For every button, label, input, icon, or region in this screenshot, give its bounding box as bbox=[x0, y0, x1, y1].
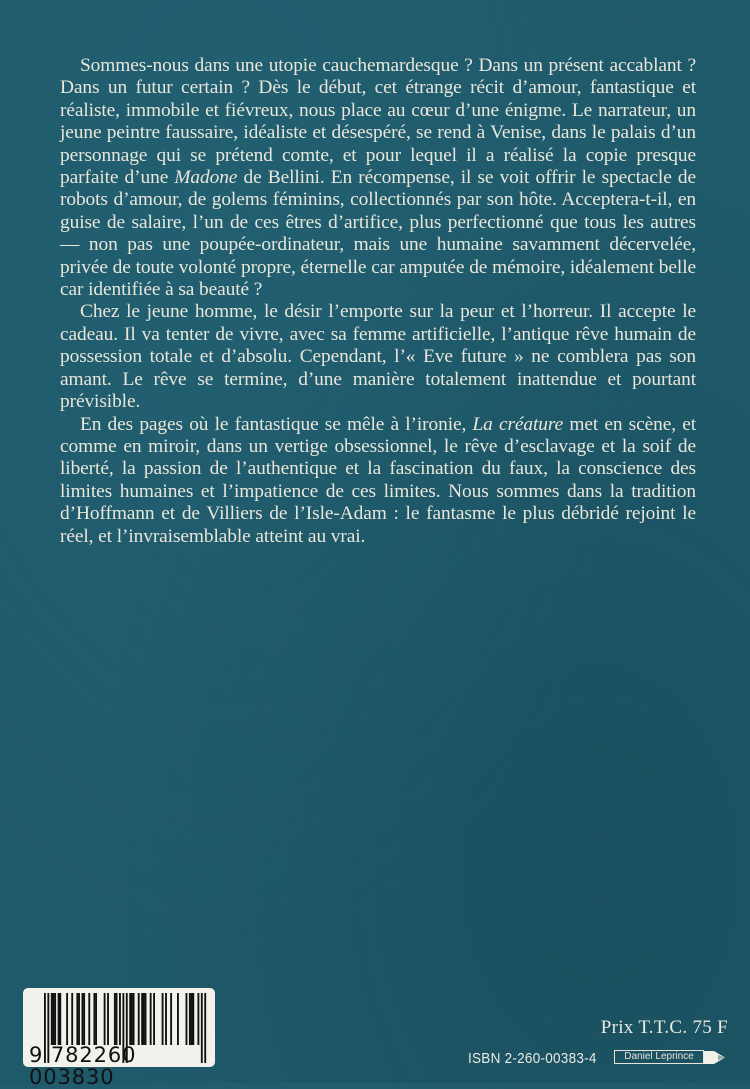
barcode-bar bbox=[71, 993, 73, 1045]
barcode-bar bbox=[51, 993, 53, 1045]
barcode-bar bbox=[104, 993, 106, 1045]
barcode-bar bbox=[162, 993, 164, 1045]
barcode-bar bbox=[143, 993, 145, 1045]
barcode-bar bbox=[192, 993, 194, 1045]
title-madone: Madone bbox=[174, 167, 238, 189]
barcode-bar bbox=[170, 993, 172, 1045]
barcode-bar bbox=[116, 993, 118, 1045]
barcode-bar bbox=[66, 993, 68, 1045]
barcode-bar bbox=[59, 993, 61, 1045]
barcode-bar bbox=[138, 993, 140, 1045]
back-cover-blurb bbox=[60, 55, 696, 548]
barcode-bar bbox=[129, 993, 131, 1045]
barcode-bar bbox=[83, 993, 85, 1045]
barcode-bar bbox=[58, 993, 60, 1045]
barcode-bar bbox=[186, 993, 188, 1045]
publisher-name: Daniel Leprince bbox=[624, 1051, 694, 1062]
barcode-bar bbox=[93, 993, 95, 1045]
barcode-bar bbox=[88, 993, 90, 1045]
barcode-bar bbox=[191, 993, 193, 1045]
barcode-bar bbox=[145, 993, 147, 1045]
barcode-bar bbox=[119, 993, 121, 1045]
barcode-digits: 9 782260 003830 bbox=[29, 1043, 137, 1089]
barcode-bar bbox=[197, 993, 199, 1045]
barcode-bar bbox=[76, 993, 78, 1045]
barcode-bar bbox=[95, 993, 97, 1045]
barcode-bar bbox=[114, 993, 116, 1045]
barcode-bar bbox=[131, 993, 133, 1045]
barcode-bar bbox=[150, 993, 152, 1045]
barcode-bar bbox=[189, 993, 191, 1045]
pencil-icon bbox=[704, 1050, 726, 1065]
barcode-bar bbox=[153, 993, 155, 1045]
price-label: Prix T.T.C. 75 F bbox=[600, 1017, 728, 1038]
blurb-paragraph-3: En des pages où le fantastique se mêle à l’ironie, La créature met en scène, et comme en miroir, dans un vertige obsessionnel, le rêve d’esclavage et la soif de liberté, la passion de l’authentique et la fascination du faux, la conscience des limites humaines et l’impatience de ces limites. Nous sommes dans la tradition d’Hoffmann et de Villiers de l’Isle-Adam : le fantasme le plus débridé rejoint le réel, et l’invraisemblable atteint au vrai. bbox=[60, 413, 696, 547]
barcode-bar bbox=[53, 993, 55, 1045]
barcode-bar bbox=[54, 993, 56, 1045]
barcode-bar bbox=[82, 993, 84, 1045]
barcode-bar bbox=[133, 993, 135, 1045]
publisher-logo bbox=[614, 1050, 727, 1065]
blurb-paragraph-2: Chez le jeune homme, le désir l’emporte sur la peur et l’horreur. Il accepte le cadeau. Il va tenter de vivre, avec sa femme artificielle, l’antique rêve humain de possession totale et d’absolu. Cependant, l’« Eve future » ne comblera pas son amant. Le rêve se termine, d’une manière totalement inattendue et pourtant prévisible. bbox=[60, 301, 696, 413]
barcode-bar bbox=[107, 993, 109, 1045]
barcode-bar bbox=[177, 993, 179, 1045]
title-la-creature: La créature bbox=[472, 413, 564, 435]
barcode-label bbox=[23, 988, 215, 1089]
barcode-bar bbox=[165, 993, 167, 1045]
barcode-bar bbox=[78, 993, 80, 1045]
isbn-label: ISBN 2-260-00383-4 bbox=[468, 1050, 597, 1067]
barcode-bar bbox=[141, 993, 143, 1045]
blurb-paragraph-1: Sommes-nous dans une utopie cauchemardesque ? Dans un présent accablant ? Dans un futur certain ? Dès le début, cet étrange récit d’amour, fantastique et réaliste, immobile et fiévreux, nous place au cœur d’une énigme. Le narrateur, un jeune peintre faussaire, idéaliste et désespéré, se rend à Venise, dans le palais d’un personnage qui se prétend comte, et pour lequel il a réalisé la copie presque parfaite d’une Madone de Bellini. En récompense, il se voit offrir le spectacle de robots d’amour, de golems féminins, collectionnés par son hôte. Acceptera-t-il, en guise de salaire, l’un de ces êtres d’artifice, plus perfectionné que tous les autres — non pas une poupée-ordinateur, mais une humaine savamment décervelée, privée de toute volonté propre, éternelle car amputée de mémoire, idéalement belle car identifiée à sa beauté ? bbox=[60, 55, 696, 301]
